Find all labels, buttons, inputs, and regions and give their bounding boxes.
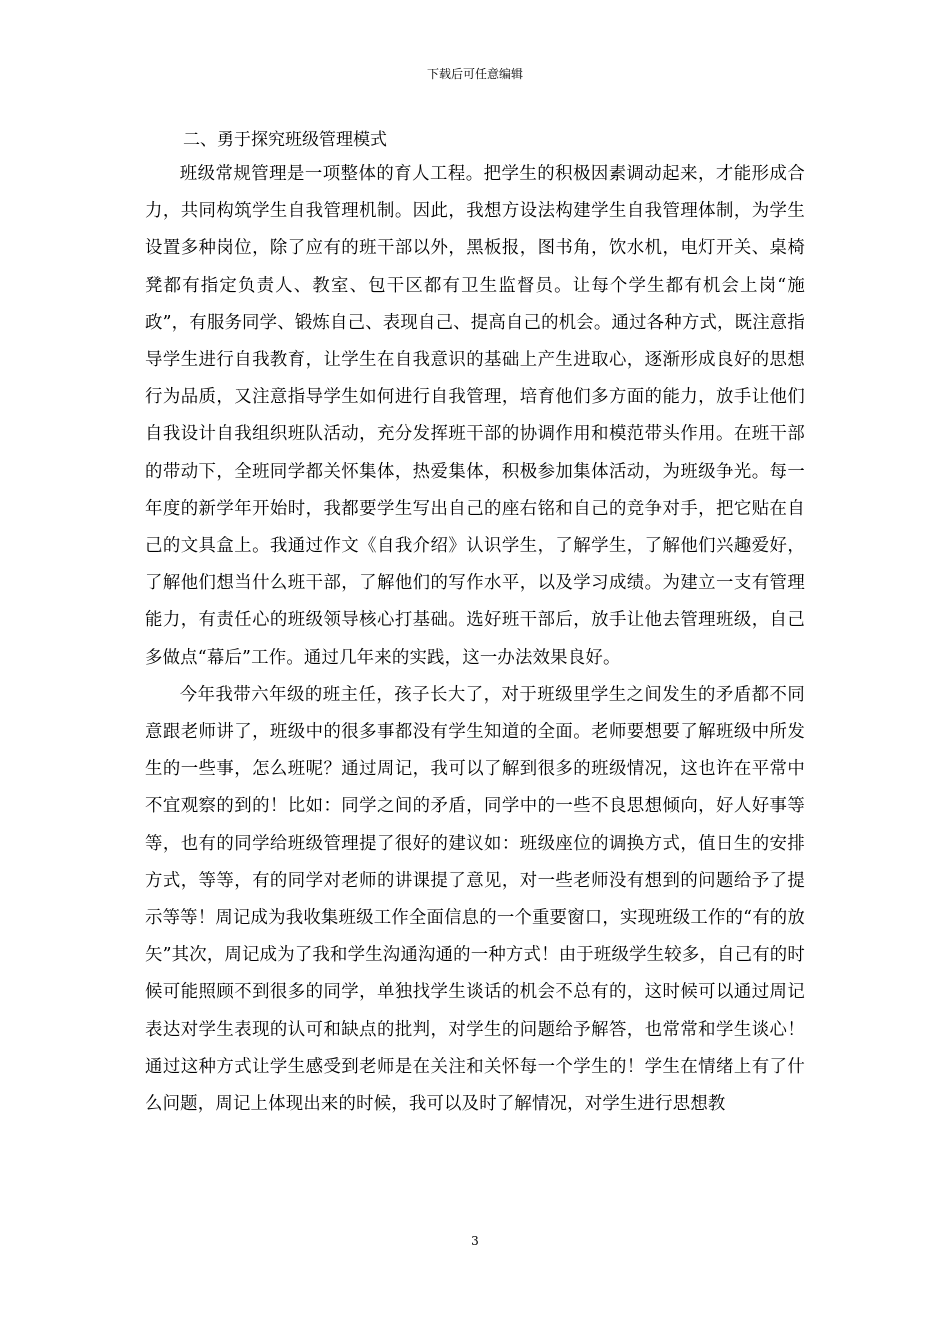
paragraph-weekly-journal: 今年我带六年级的班主任，孩子长大了，对于班级里学生之间发生的矛盾都不同意跟老师讲了，班级中的很多事都没有学生知道的全面。老师要想要了解班级中所发生的一些事，怎么班呢？通过周记，我可以了解到很多的班级情况，这也许在平常中不宜观察的到的！比如：同学之间的矛盾，同学中的一些不良思想倾向，好人好事等等，也有的同学给班级管理提了很好的建议如：班级座位的调换方式，值日生的安排方式，等等，有的同学对老师的讲课提了意见，对一些老师没有想到的问题给予了提示等等！周记成为我收集班级工作全面信息的一个重要窗口，实现班级工作的“有的放矢”其次，周记成为了我和学生沟通沟通的一种方式！由于班级学生较多，自己有的时候可能照顾不到很多的同学，单独找学生谈话的机会不总有的，这时候可以通过周记表达对学生表现的认可和缺点的批判，对学生的问题给予解答，也常常和学生谈心！通过这种方式让学生感受到老师是在关注和关怀每一个学生的！学生在情绪上有了什么问题，周记上体现出来的时候，我可以及时了解情况，对学生进行思想教 xyxy=(145,684,805,1115)
paragraph-class-management: 班级常规管理是一项整体的育人工程。把学生的积极因素调动起来，才能形成合力，共同构筑学生自我管理机制。因此，我想方设法构建学生自我管理体制，为学生设置多种岗位，除了应有的班干部以外，黑板报，图书角，饮水机，电灯开关、桌椅凳都有指定负责人、教室、包干区都有卫生监督员。让每个学生都有机会上岗“施政”，有服务同学、锻炼自己、表现自己、提高自己的机会。通过各种方式，既注意指导学生进行自我教育，让学生在自我意识的基础上产生进取心，逐渐形成良好的思想行为品质，又注意指导学生如何进行自我管理，培育他们多方面的能力，放手让他们自我设计自我组织班队活动，充分发挥班干部的协调作用和模范带头作用。在班干部的带动下，全班同学都关怀集体，热爱集体，积极参加集体活动，为班级争光。每一年度的新学年开始时，我都要学生写出自己的座右铭和自己的竞争对手，把它贴在自己的文具盒上。我通过作文《自我介绍》认识学生，了解学生，了解他们兴趣爱好，了解他们想当什么班干部，了解他们的写作水平，以及学习成绩。为建立一支有管理能力，有责任心的班级领导核心打基础。选好班干部后，放手让他去管理班级，自己多做点“幕后”工作。通过几年来的实践，这一办法效果良好。 xyxy=(145,164,805,668)
page-number: 3 xyxy=(471,1234,479,1248)
document-body xyxy=(145,126,805,1123)
section-heading: 二、勇于探究班级管理模式 xyxy=(183,130,387,150)
page-header: 下载后可任意编辑 xyxy=(426,67,523,81)
